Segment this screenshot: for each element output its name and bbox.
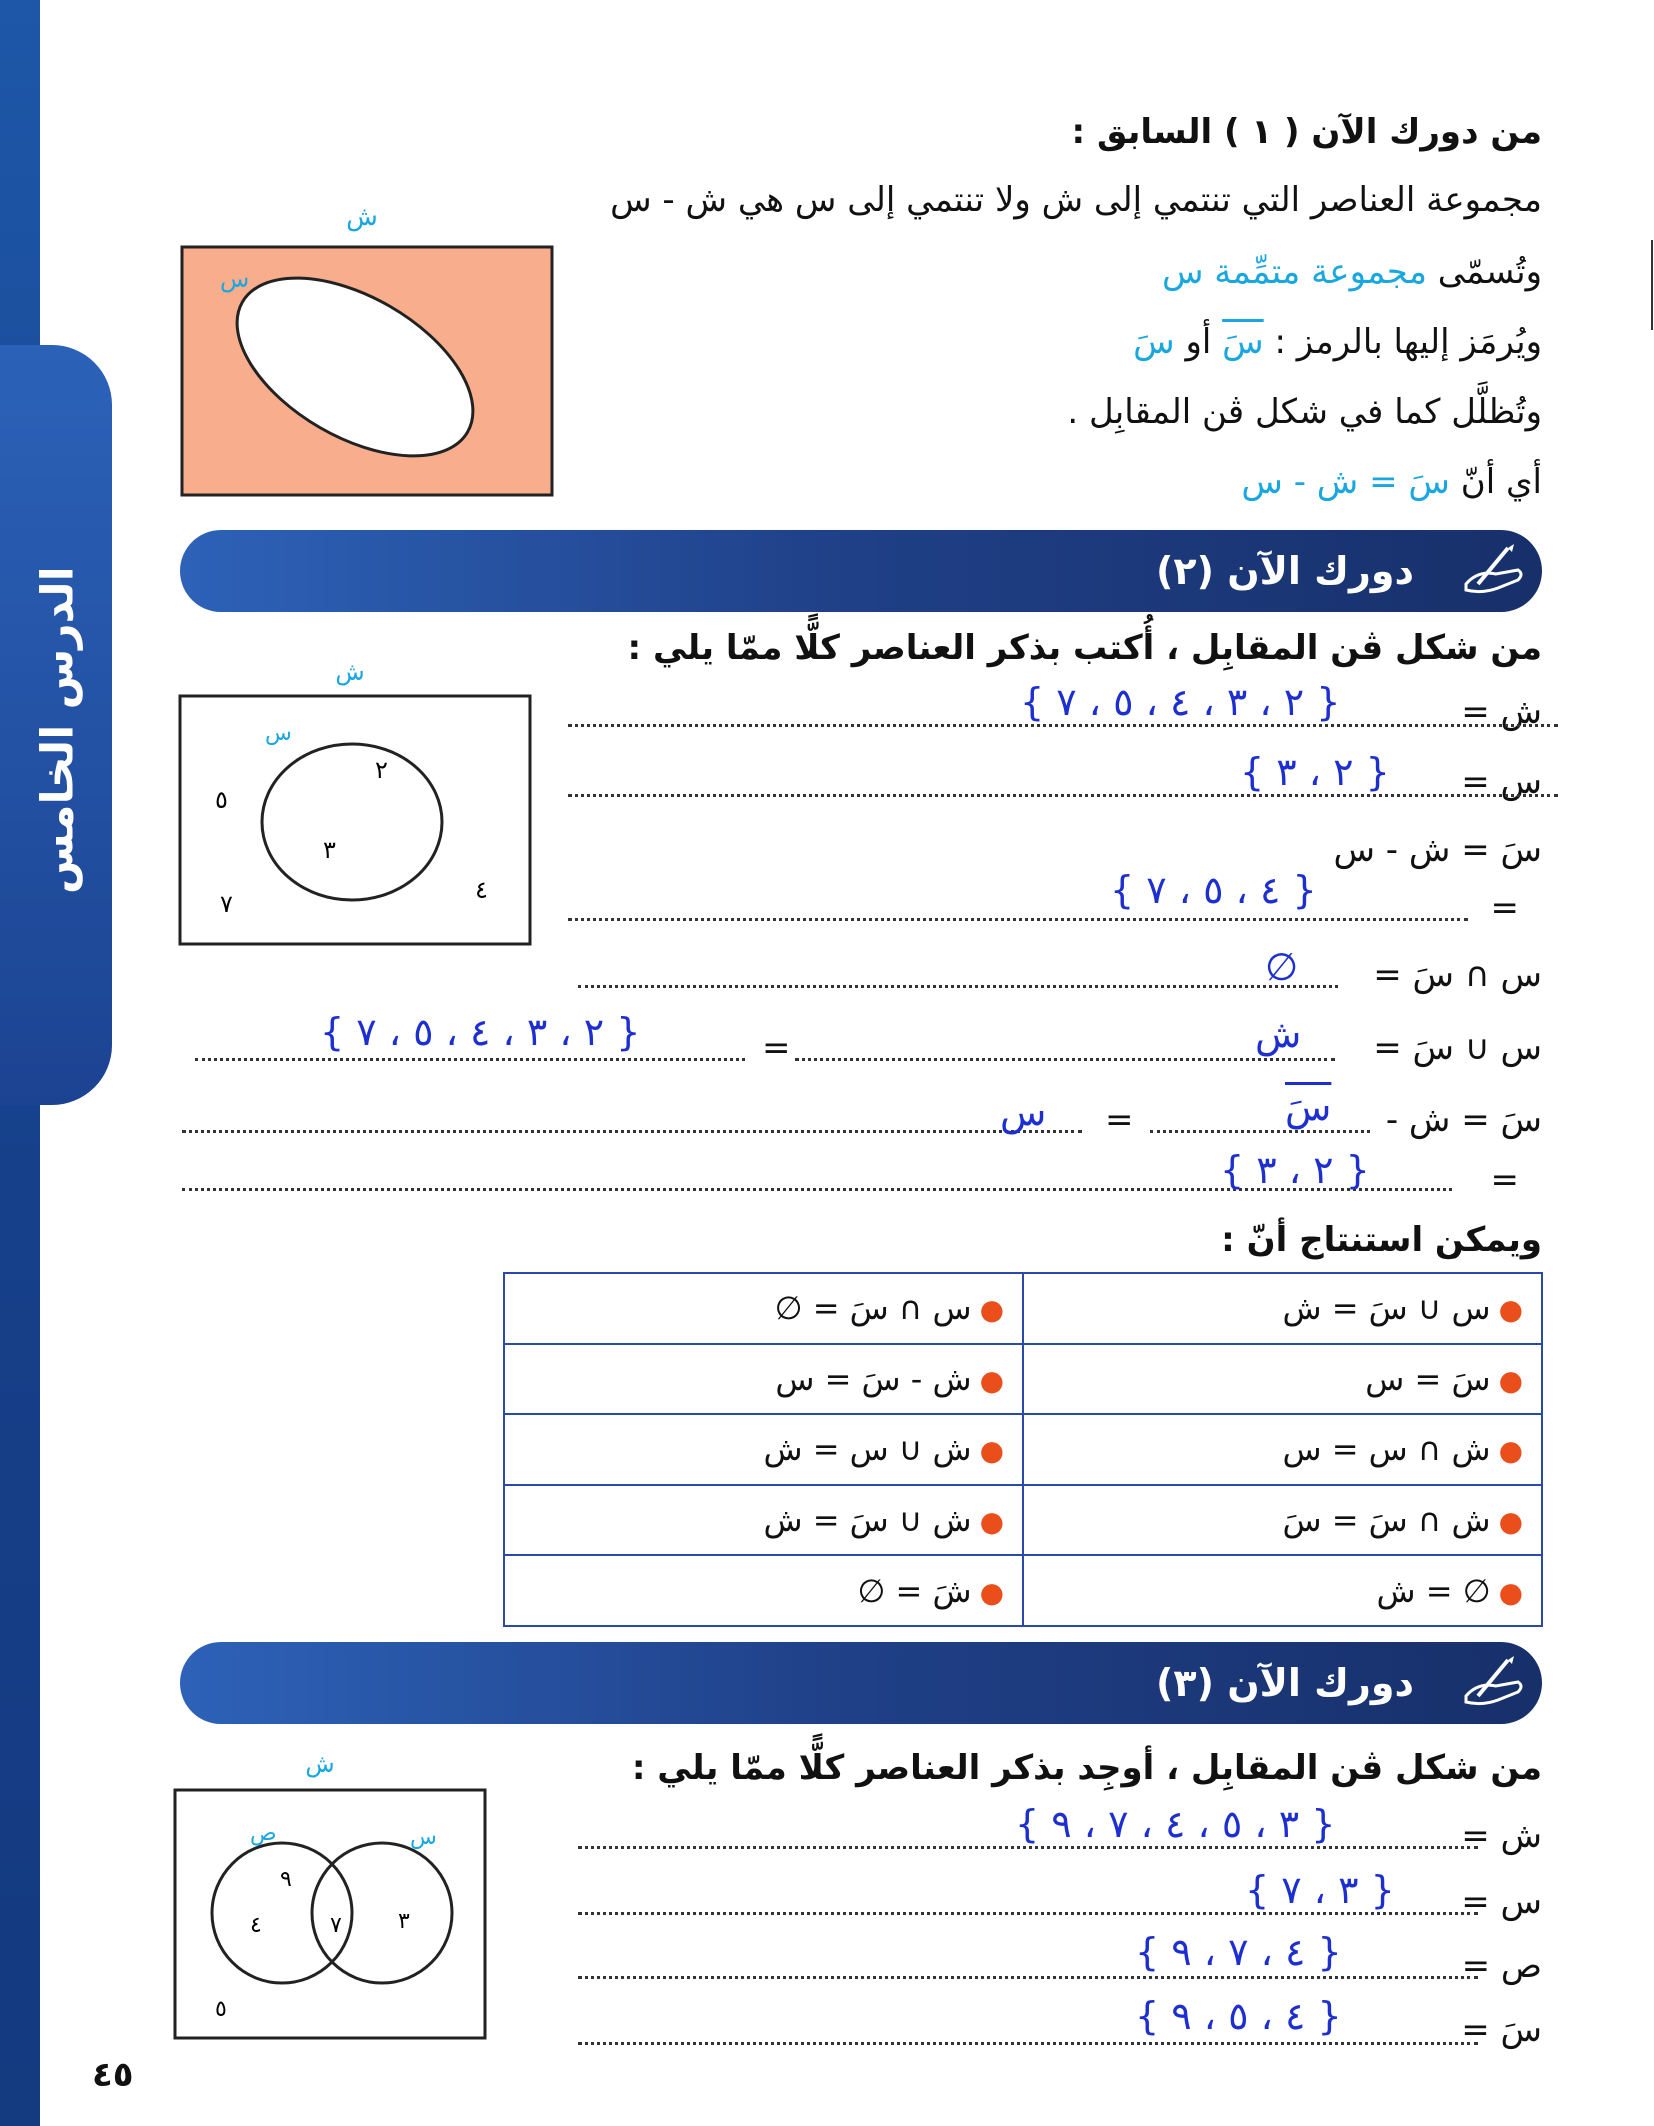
table-cell: ●شَ = ∅ [504,1555,1023,1626]
venn2-element: ٣ [323,836,336,864]
venn3-element: ٩ [280,1867,292,1892]
s2-row-label: ش = [1461,692,1542,732]
equals-sign: = [762,1028,791,1068]
venn2-element: ٤ [475,876,488,904]
properties-table [503,1272,1543,1627]
venn3-universal-label: ش [305,1750,335,1778]
line2-prefix: وتُسمّى [1437,252,1542,292]
handwritten-answer: سَ [1285,1085,1332,1129]
section1-line3 [1133,322,1542,362]
table-cell: ●ش ∩ سَ = سَ [1023,1485,1542,1556]
handwritten-answer: { ٤ ، ٥ ، ٩ } [1135,1994,1342,2038]
venn2-universal-label: ش [335,660,365,686]
table-cell: ●∅ = ش [1023,1555,1542,1626]
table-cell: ●ش ∪ س = ش [504,1414,1023,1485]
venn2-element: ٧ [220,890,233,918]
line2-blue: مجموعة متمِّمة س [1161,252,1427,292]
conclusion-heading: ويمكن استنتاج أنّ : [1221,1220,1542,1260]
line5-blue: سَ = ش - س [1241,462,1450,502]
pencil-hand-icon [1458,1652,1528,1712]
s3-row-label: ش = [1461,1816,1542,1856]
table-row [504,1485,1542,1556]
venn-set-diagram [175,660,535,950]
table-row [504,1555,1542,1626]
line5-prefix: أي أنّ [1460,462,1542,502]
table-row [504,1414,1542,1485]
answer-line [568,794,1558,797]
table-cell: ●ش - سَ = س [504,1344,1023,1415]
s3-row-label: س = [1461,1882,1542,1922]
s2-row-label: س ∩ سَ = [1373,955,1542,995]
venn2-element: ٢ [375,756,388,784]
section1-line1: مجموعة العناصر التي تنتمي إلى ش ولا تنتمي إلى س هي ش - س [610,180,1542,220]
table-row [504,1273,1542,1344]
s2-row-label: = [1490,1160,1519,1200]
handwritten-answer: { ٢ ، ٣ } [1220,1148,1370,1192]
handwritten-answer: { ٢ ، ٣ ، ٤ ، ٥ ، ٧ } [320,1010,641,1054]
answer-line [1150,1130,1370,1133]
s2-row-label: س ∪ سَ = [1373,1028,1542,1068]
handwritten-answer: س [1000,1090,1047,1134]
s2-row-label: س = [1461,762,1542,802]
answer-line [182,1130,1082,1133]
section1-line4: وتُظلَّل كما في شكل ڤن المقابِل . [1067,392,1542,432]
venn3-element: ٧ [330,1913,342,1938]
section1-heading: من دورك الآن ( ١ ) السابق : [1071,112,1542,152]
banner3-title: دورك الآن (٣) [1156,1661,1414,1705]
s2-row-label: سَ = ش - س [1333,830,1542,870]
section1-line2 [1162,252,1542,292]
answer-line [795,1058,1335,1061]
margin-rule [1651,240,1653,330]
venn-complement-diagram [170,205,560,505]
line3-or: أو [1185,322,1212,362]
venn3-element: ٤ [250,1913,262,1938]
table-cell: ●س ∪ سَ = ش [1023,1273,1542,1344]
venn2-set-label: س [265,721,292,746]
s2-row-label: = [1490,888,1519,928]
line3-symbol-2: سَ [1133,322,1175,362]
answer-line [578,1846,1478,1849]
answer-line [568,724,1558,727]
banner2-title: دورك الآن (٢) [1156,549,1414,593]
line3-symbol-1: سَ [1222,322,1264,362]
table-row [504,1344,1542,1415]
answer-line [578,1912,1478,1915]
handwritten-answer: { ٤ ، ٥ ، ٧ } [1110,868,1317,912]
venn3-set-b-label: س [410,1825,437,1850]
handwritten-answer: ∅ [1265,945,1299,989]
handwritten-answer: { ٤ ، ٧ ، ٩ } [1135,1930,1342,1974]
section1-line5 [1241,462,1542,502]
section3-instruction: من شكل ڤن المقابِل ، أوجِد بذكر العناصر كلًّا ممّا يلي : [631,1748,1542,1788]
line3-prefix: ويُرمَز إليها بالرمز : [1274,322,1542,362]
s2-row-label: سَ = ش - [1385,1100,1542,1140]
handwritten-answer: { ٣ ، ٥ ، ٤ ، ٧ ، ٩ } [1015,1802,1336,1846]
table-cell: ●ش ∪ سَ = ش [504,1485,1023,1556]
table-cell: ●سَ = س [1023,1344,1542,1415]
venn3-element: ٣ [398,1909,410,1934]
handwritten-answer: ش [1255,1012,1302,1056]
handwritten-answer: { ٣ ، ٧ } [1245,1868,1395,1912]
answer-line [578,1976,1478,1979]
section2-instruction: من شكل ڤن المقابِل ، أُكتب بذكر العناصر كلًّا ممّا يلي : [627,628,1542,668]
s3-row-label: سَ = [1461,2010,1542,2050]
table-cell: ●س ∩ سَ = ∅ [504,1273,1023,1344]
equals-sign: = [1105,1100,1134,1140]
venn3-element: ٥ [215,1997,227,2022]
handwritten-answer: { ٢ ، ٣ ، ٤ ، ٥ ، ٧ } [1020,680,1341,724]
answer-line [578,2042,1478,2045]
answer-line [578,985,1338,988]
lesson-tab-label: الدرس الخامس [32,566,84,894]
s3-row-label: ص = [1461,1946,1542,1986]
venn1-universal-label: ش [346,205,378,232]
venn2-element: ٥ [215,786,228,814]
table-cell: ●ش ∩ س = س [1023,1414,1542,1485]
venn1-set-label: س [220,265,250,293]
venn-two-sets-diagram [170,1750,500,2040]
pencil-hand-icon [1458,540,1528,600]
handwritten-answer: { ٢ ، ٣ } [1240,750,1390,794]
page-number: ٤٥ [92,2055,134,2095]
answer-line [195,1058,745,1061]
answer-line [568,918,1468,921]
venn3-set-a-label: ص [250,1821,277,1846]
